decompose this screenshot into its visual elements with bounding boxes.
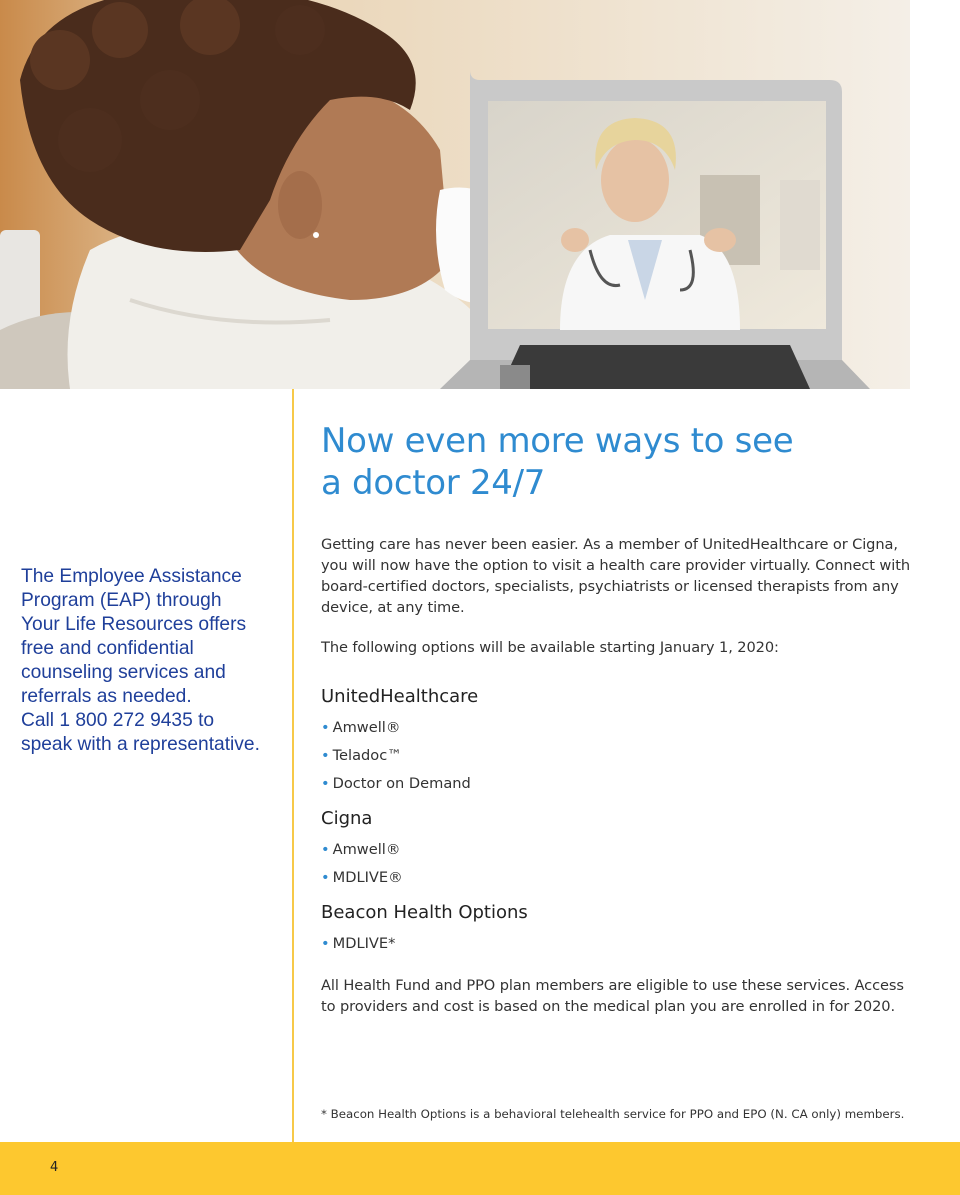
list-item-label: Amwell®	[332, 719, 401, 736]
heading-line: Now even more ways to see	[321, 421, 794, 461]
options-intro: The following options will be available starting January 1, 2020:	[321, 639, 779, 656]
list-item	[321, 934, 395, 962]
list-item	[321, 868, 403, 896]
eap-line: speak with a representative.	[21, 734, 260, 755]
section-title-cigna: Cigna	[321, 808, 373, 829]
eap-phone-line: Call 1 800 272 9435 to	[21, 710, 215, 731]
eap-line: Your Life Resources offers	[21, 614, 247, 635]
footer-band	[0, 1142, 960, 1195]
bullet-icon: •	[321, 869, 330, 886]
list-item-label: Teladoc™	[332, 747, 402, 764]
eap-line: referrals as needed.	[21, 686, 192, 707]
page-number: 4	[50, 1160, 59, 1175]
list-item-label: Amwell®	[332, 841, 401, 858]
eligibility-paragraph: All Health Fund and PPO plan members are eligible to use these services. Access to providers and cost is based on the medical plan you are enrolled in for 2020.	[321, 977, 904, 1015]
page-heading	[321, 420, 916, 504]
column-divider	[292, 389, 294, 1142]
main-content	[321, 420, 916, 1121]
eap-line: free and confidential	[21, 638, 194, 659]
unitedhealthcare-list	[321, 718, 471, 802]
bullet-icon: •	[321, 775, 330, 792]
eap-line: Program (EAP) through	[21, 590, 222, 611]
cigna-list	[321, 840, 403, 896]
list-item	[321, 840, 403, 868]
bullet-icon: •	[321, 747, 330, 764]
eap-line: counseling services and	[21, 662, 226, 683]
section-title-beacon: Beacon Health Options	[321, 902, 528, 923]
list-item	[321, 718, 471, 746]
heading-line: a doctor 24/7	[321, 463, 546, 503]
bullet-icon: •	[321, 719, 330, 736]
beacon-list	[321, 934, 395, 962]
eap-line: The Employee Assistance	[21, 566, 242, 587]
list-item-label: MDLIVE®	[332, 869, 403, 886]
eap-callout	[21, 565, 281, 757]
list-item-label: MDLIVE*	[332, 935, 396, 952]
bullet-icon: •	[321, 935, 330, 952]
bullet-icon: •	[321, 841, 330, 858]
hero-photo	[0, 0, 910, 389]
list-item	[321, 774, 471, 802]
telehealth-illustration	[0, 0, 910, 389]
list-item-label: Doctor on Demand	[332, 775, 471, 792]
list-item	[321, 746, 471, 774]
footnote: * Beacon Health Options is a behavioral telehealth service for PPO and EPO (N. CA only) members.	[321, 1106, 905, 1121]
section-title-unitedhealthcare: UnitedHealthcare	[321, 686, 479, 707]
intro-paragraph: Getting care has never been easier. As a member of UnitedHealthcare or Cigna, you will now have the option to visit a health care provider virtually. Connect with board-certified doctors, specialists, psychiatrists or licensed therapists from any device, at any time.	[321, 536, 910, 616]
